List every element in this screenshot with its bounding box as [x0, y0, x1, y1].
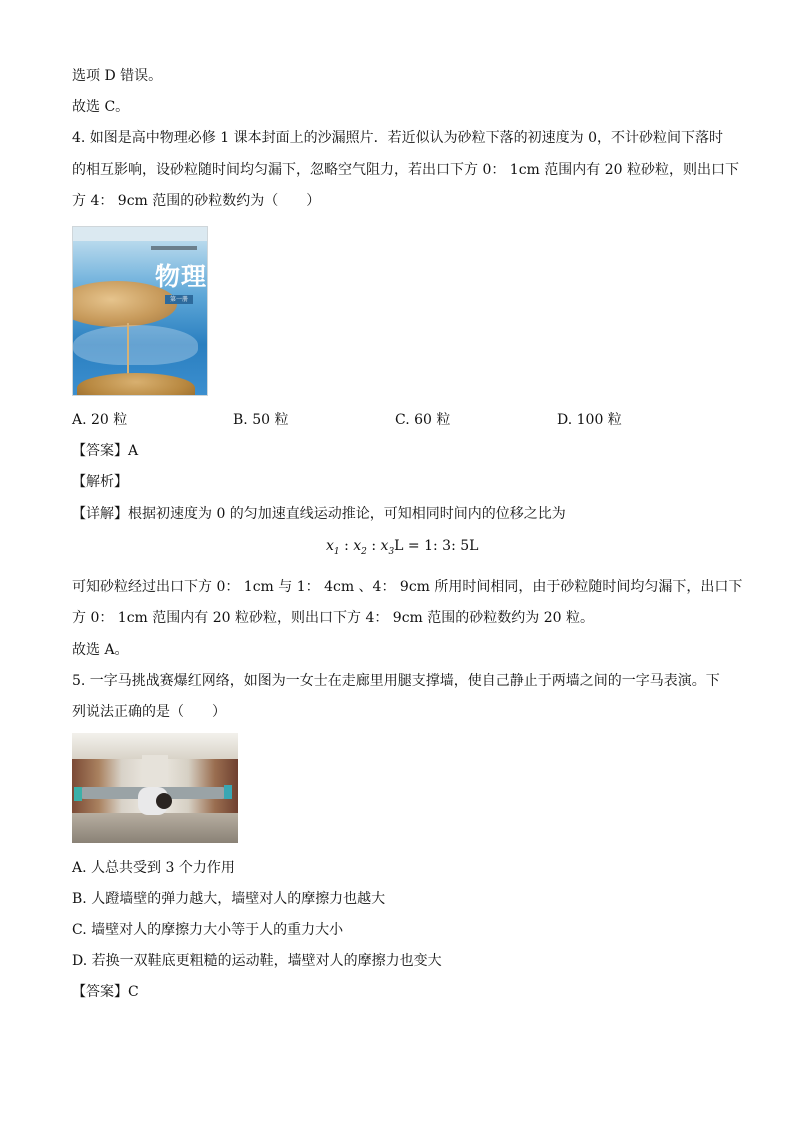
q4-option-d: D. 100 粒 — [557, 412, 622, 428]
formula-colon-2: : — [366, 538, 381, 554]
photo-head — [156, 793, 172, 809]
cover-title: 物理 — [155, 262, 208, 291]
text-line-choose-c: 故选 C。 — [72, 99, 130, 115]
hourglass-glass — [73, 325, 198, 365]
cover-top-band — [73, 227, 207, 241]
photo-floor — [72, 813, 238, 843]
formula-x3: x — [380, 538, 389, 554]
q4-option-c: C. 60 粒 — [395, 412, 451, 428]
formula-ellipsis: L — [394, 538, 404, 554]
q4-explanation-line-2: 方 0： 1cm 范围内有 20 粒砂粒，则出口下方 4： 9cm 范围的砂粒数约为 20 粒。 — [72, 610, 594, 626]
question-4-line-3: 方 4： 9cm 范围的砂粒数约为（ ） — [72, 193, 321, 209]
hourglass-lower-sand — [77, 373, 195, 396]
formula-x1: x — [326, 538, 334, 554]
formula-colon-1: : — [339, 538, 354, 554]
q4-option-a: A. 20 粒 — [72, 412, 128, 428]
q5-option-c: C. 墙壁对人的摩擦力大小等于人的重力大小 — [72, 922, 344, 938]
displacement-ratio-formula — [326, 538, 478, 557]
formula-x2: x — [353, 538, 362, 554]
question-4-line-1: 4. 如图是高中物理必修 1 课本封面上的沙漏照片．若近似认为砂粒下落的初速度为 0，不计砂粒间下落时 — [72, 130, 723, 146]
question-4-line-2: 的相互影响，设砂粒随时间均匀漏下，忽略空气阻力，若出口下方 0： 1cm 范围内有 20 粒砂粒，则出口下 — [72, 162, 739, 178]
q4-analysis-tag: 【解析】 — [72, 474, 128, 490]
photo-right-shoe — [224, 785, 232, 799]
question-5-line-2: 列说法正确的是（ ） — [72, 704, 226, 720]
text-line-option-d-wrong: 选项 D 错误。 — [72, 68, 163, 84]
q5-answer-tag: 【答案】C — [72, 984, 139, 1000]
q4-choose-a: 故选 A。 — [72, 642, 129, 658]
cover-series-bar — [151, 246, 197, 250]
formula-sub-2: 2 — [361, 546, 367, 557]
cover-volume-label: 第一册 — [165, 295, 193, 304]
photo-left-shoe — [74, 787, 82, 801]
physics-textbook-cover-image — [72, 226, 208, 396]
formula-sub-1: 1 — [333, 546, 340, 557]
formula-sub-3: 3 — [388, 546, 395, 557]
q4-answer-tag: 【答案】A — [72, 443, 139, 459]
q5-option-b: B. 人蹬墙壁的弹力越大，墙壁对人的摩擦力也越大 — [72, 891, 386, 907]
split-pose-photo — [72, 733, 238, 843]
formula-rhs: = 1: 3: 5L — [403, 538, 479, 554]
q5-option-d: D. 若换一双鞋底更粗糙的运动鞋，墙壁对人的摩擦力也变大 — [72, 953, 442, 969]
question-5-line-1: 5. 一字马挑战赛爆红网络，如图为一女士在走廊里用腿支撑墙，使自己静止于两墙之间的一字马表演。下 — [72, 673, 720, 689]
q4-detail-line: 【详解】根据初速度为 0 的匀加速直线运动推论，可知相同时间内的位移之比为 — [72, 506, 566, 522]
q5-option-a: A. 人总共受到 3 个力作用 — [72, 860, 235, 876]
q4-option-b: B. 50 粒 — [233, 412, 289, 428]
q4-explanation-line-1: 可知砂粒经过出口下方 0： 1cm 与 1： 4cm 、4： 9cm 所用时间相同，由于砂粒随时间均匀漏下，出口下 — [72, 579, 743, 595]
